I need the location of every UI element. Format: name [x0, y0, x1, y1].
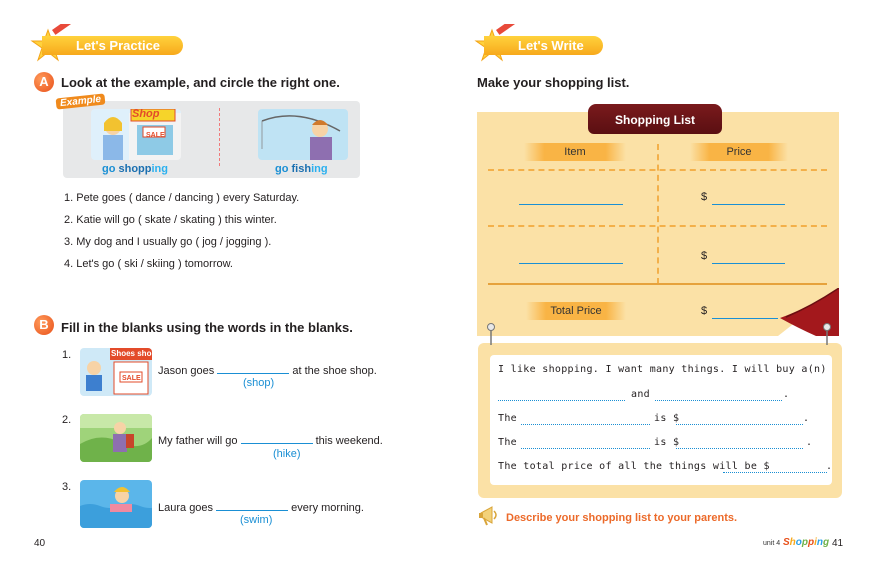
row-divider-2 [488, 225, 827, 227]
writing-period-4: . [826, 461, 833, 472]
writing-blank-item-a[interactable] [498, 400, 625, 401]
price-blank-1[interactable] [712, 204, 785, 205]
total-price-label: Total Price [526, 302, 626, 320]
example-caption-fishing: go fishing [275, 163, 328, 175]
shopping-list-heading: Make your shopping list. [477, 75, 630, 90]
example-caption-shopping: go shopping [102, 163, 168, 175]
writing-period-1: . [783, 389, 790, 400]
writing-and: and [631, 389, 650, 400]
writing-blank-price-2[interactable] [676, 448, 803, 449]
example-tag: Example [56, 93, 106, 109]
fill-sentence-2: My father will go this weekend. [158, 435, 383, 447]
lets-write-label: Let's Write [518, 38, 584, 53]
writing-the-1: The [498, 413, 517, 424]
fill-sentence-3: Laura goes every morning. [158, 502, 364, 514]
writing-is-2: is $ [654, 437, 680, 448]
fill-hint-2: (hike) [273, 448, 301, 460]
fill-item-3-number: 3. [62, 481, 72, 493]
fill-item-2-number: 2. [62, 414, 72, 426]
example-divider [219, 108, 220, 166]
section-a-badge: A [34, 72, 54, 92]
hiking-picture [80, 414, 152, 462]
item-blank-1[interactable] [519, 204, 623, 205]
page-number-right: 41 [832, 538, 844, 549]
writing-blank-thing-2[interactable] [521, 448, 650, 449]
writing-blank-price-1[interactable] [676, 424, 803, 425]
footer-title: Shopping [783, 537, 830, 548]
practice-item-3: 3. My dog and I usually go ( jog / jogging ). [64, 236, 272, 248]
megaphone-icon [478, 505, 502, 527]
fill-sentence-1: Jason goes at the shoe shop. [158, 365, 377, 377]
column-divider [657, 144, 659, 284]
describe-instruction: Describe your shopping list to your parents. [506, 512, 738, 524]
total-divider [488, 283, 827, 285]
total-price-blank[interactable] [712, 318, 778, 319]
writing-total-line: The total price of all the things will be $ [498, 461, 770, 472]
fill-hint-1: (shop) [243, 377, 275, 389]
pushpin-icon [823, 323, 831, 345]
sale-sign: SALE [146, 132, 165, 139]
item-column-header: Item [524, 143, 626, 161]
fill-hint-3: (swim) [240, 514, 273, 526]
price-column-header: Price [690, 143, 788, 161]
writing-period-3: . [806, 437, 813, 448]
fill-item-1-number: 1. [62, 349, 72, 361]
lets-practice-banner [42, 36, 183, 55]
writing-is-1: is $ [654, 413, 680, 424]
shopping-list-title: Shopping List [588, 104, 722, 134]
practice-item-4: 4. Let's go ( ski / skiing ) tomorrow. [64, 258, 233, 270]
price-dollar-2: $ [701, 250, 708, 262]
section-a-heading: Look at the example, and circle the right one. [61, 75, 340, 90]
section-b-heading: Fill in the blanks using the words in the blanks. [61, 320, 353, 335]
writing-blank-thing-1[interactable] [521, 424, 650, 425]
price-blank-2[interactable] [712, 263, 785, 264]
row-divider-1 [488, 169, 827, 171]
pushpin-icon [487, 323, 495, 345]
price-dollar-1: $ [701, 191, 708, 203]
page-number-left: 40 [34, 538, 46, 549]
item-blank-2[interactable] [519, 263, 623, 264]
total-dollar: $ [701, 305, 708, 317]
section-b-badge: B [34, 315, 54, 335]
practice-item-1: 1. Pete goes ( dance / dancing ) every Saturday. [64, 192, 300, 204]
swimming-picture [80, 480, 152, 528]
fishing-picture [258, 109, 348, 160]
fill-blank-1[interactable] [217, 363, 289, 374]
lets-practice-label: Let's Practice [76, 38, 161, 53]
writing-line-1: I like shopping. I want many things. I will buy a(n) [498, 364, 827, 375]
shop-sign: Shop [132, 108, 160, 120]
writing-blank-item-b[interactable] [655, 400, 782, 401]
shoe-sale-sign: SALE [122, 375, 141, 382]
lets-write-banner [484, 36, 603, 55]
writing-period-2: . [803, 413, 810, 424]
practice-item-2: 2. Katie will go ( skate / skating ) this winter. [64, 214, 277, 226]
fill-blank-2[interactable] [241, 433, 313, 444]
footer-unit: unit 4 [763, 540, 781, 547]
writing-the-2: The [498, 437, 517, 448]
shoe-shop-sign: Shoes shop [111, 349, 157, 358]
fill-blank-3[interactable] [216, 500, 288, 511]
writing-blank-total[interactable] [723, 472, 827, 473]
